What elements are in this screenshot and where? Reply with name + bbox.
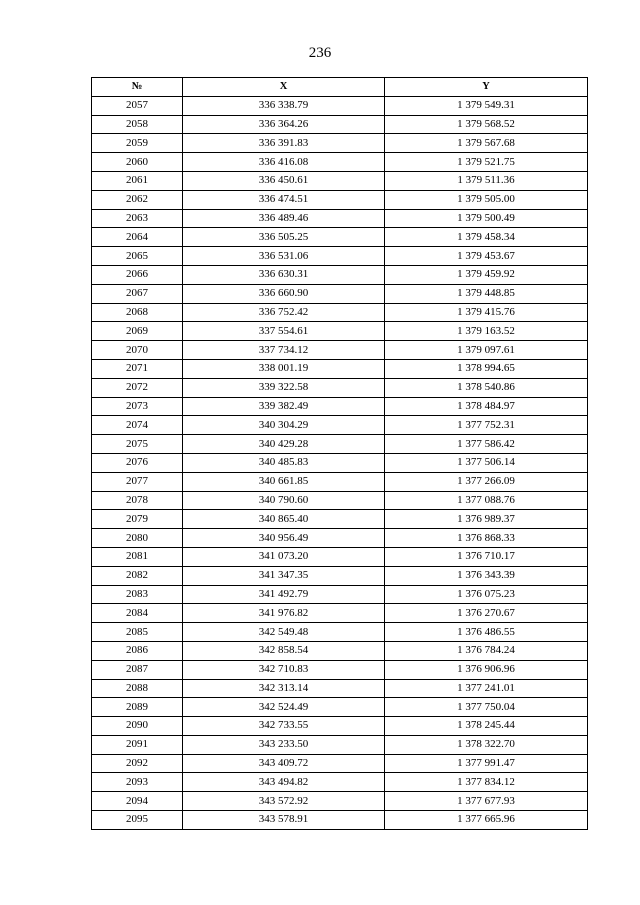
cell-y: 1 377 834.12	[385, 773, 588, 792]
cell-number: 2093	[92, 773, 183, 792]
cell-y: 1 376 989.37	[385, 510, 588, 529]
cell-y: 1 379 415.76	[385, 303, 588, 322]
cell-y: 1 377 506.14	[385, 453, 588, 472]
cell-x: 336 660.90	[183, 284, 385, 303]
cell-x: 343 233.50	[183, 735, 385, 754]
cell-x: 341 347.35	[183, 566, 385, 585]
table-row	[92, 190, 588, 209]
cell-y: 1 378 322.70	[385, 735, 588, 754]
cell-y: 1 377 665.96	[385, 811, 588, 830]
table-row	[92, 228, 588, 247]
cell-y: 1 379 458.34	[385, 228, 588, 247]
cell-number: 2076	[92, 453, 183, 472]
table-row	[92, 623, 588, 642]
table-row	[92, 679, 588, 698]
table-row	[92, 641, 588, 660]
table-row	[92, 472, 588, 491]
cell-number: 2079	[92, 510, 183, 529]
cell-y: 1 376 868.33	[385, 529, 588, 548]
cell-x: 340 661.85	[183, 472, 385, 491]
table-row	[92, 378, 588, 397]
column-header-x: X	[183, 78, 385, 97]
table-row	[92, 735, 588, 754]
cell-y: 1 379 511.36	[385, 171, 588, 190]
cell-number: 2089	[92, 698, 183, 717]
table-row	[92, 717, 588, 736]
cell-number: 2077	[92, 472, 183, 491]
cell-x: 340 304.29	[183, 416, 385, 435]
cell-x: 336 630.31	[183, 265, 385, 284]
table-row	[92, 811, 588, 830]
cell-number: 2060	[92, 153, 183, 172]
cell-x: 337 734.12	[183, 341, 385, 360]
cell-y: 1 376 486.55	[385, 623, 588, 642]
cell-y: 1 379 453.67	[385, 247, 588, 266]
table-row	[92, 134, 588, 153]
table-row	[92, 547, 588, 566]
cell-x: 336 474.51	[183, 190, 385, 209]
cell-number: 2078	[92, 491, 183, 510]
cell-number: 2072	[92, 378, 183, 397]
cell-number: 2095	[92, 811, 183, 830]
cell-y: 1 377 750.04	[385, 698, 588, 717]
cell-x: 342 524.49	[183, 698, 385, 717]
table-row	[92, 303, 588, 322]
cell-number: 2062	[92, 190, 183, 209]
table-row	[92, 247, 588, 266]
table-row	[92, 397, 588, 416]
column-header-number: №	[92, 78, 183, 97]
cell-y: 1 379 568.52	[385, 115, 588, 134]
cell-number: 2064	[92, 228, 183, 247]
cell-y: 1 379 505.00	[385, 190, 588, 209]
cell-number: 2083	[92, 585, 183, 604]
cell-number: 2091	[92, 735, 183, 754]
cell-x: 342 710.83	[183, 660, 385, 679]
cell-number: 2092	[92, 754, 183, 773]
cell-y: 1 376 270.67	[385, 604, 588, 623]
cell-y: 1 377 991.47	[385, 754, 588, 773]
cell-y: 1 377 241.01	[385, 679, 588, 698]
cell-x: 336 338.79	[183, 96, 385, 115]
cell-number: 2058	[92, 115, 183, 134]
cell-x: 336 416.08	[183, 153, 385, 172]
cell-y: 1 379 448.85	[385, 284, 588, 303]
cell-y: 1 376 343.39	[385, 566, 588, 585]
cell-y: 1 379 521.75	[385, 153, 588, 172]
cell-x: 336 531.06	[183, 247, 385, 266]
cell-x: 341 492.79	[183, 585, 385, 604]
cell-y: 1 379 549.31	[385, 96, 588, 115]
cell-y: 1 379 500.49	[385, 209, 588, 228]
table-row	[92, 510, 588, 529]
cell-x: 338 001.19	[183, 359, 385, 378]
cell-number: 2088	[92, 679, 183, 698]
cell-x: 341 073.20	[183, 547, 385, 566]
cell-x: 336 752.42	[183, 303, 385, 322]
cell-x: 340 790.60	[183, 491, 385, 510]
cell-y: 1 378 994.65	[385, 359, 588, 378]
cell-number: 2086	[92, 641, 183, 660]
table-row	[92, 115, 588, 134]
cell-number: 2066	[92, 265, 183, 284]
table-row	[92, 585, 588, 604]
table-row	[92, 359, 588, 378]
cell-number: 2059	[92, 134, 183, 153]
table-row	[92, 698, 588, 717]
table-row	[92, 153, 588, 172]
cell-number: 2069	[92, 322, 183, 341]
cell-x: 340 429.28	[183, 435, 385, 454]
table-row	[92, 604, 588, 623]
cell-y: 1 379 567.68	[385, 134, 588, 153]
cell-y: 1 379 097.61	[385, 341, 588, 360]
cell-y: 1 376 710.17	[385, 547, 588, 566]
table-row	[92, 322, 588, 341]
cell-number: 2094	[92, 792, 183, 811]
cell-x: 339 382.49	[183, 397, 385, 416]
cell-x: 343 494.82	[183, 773, 385, 792]
cell-y: 1 379 163.52	[385, 322, 588, 341]
cell-x: 342 313.14	[183, 679, 385, 698]
cell-x: 340 485.83	[183, 453, 385, 472]
cell-number: 2087	[92, 660, 183, 679]
table-row	[92, 209, 588, 228]
cell-number: 2063	[92, 209, 183, 228]
cell-number: 2071	[92, 359, 183, 378]
cell-x: 336 489.46	[183, 209, 385, 228]
table-row	[92, 96, 588, 115]
cell-x: 343 578.91	[183, 811, 385, 830]
cell-x: 336 505.25	[183, 228, 385, 247]
cell-x: 343 572.92	[183, 792, 385, 811]
cell-number: 2084	[92, 604, 183, 623]
column-header-y: Y	[385, 78, 588, 97]
cell-number: 2068	[92, 303, 183, 322]
cell-number: 2057	[92, 96, 183, 115]
cell-x: 340 956.49	[183, 529, 385, 548]
table-row	[92, 341, 588, 360]
cell-number: 2074	[92, 416, 183, 435]
cell-number: 2067	[92, 284, 183, 303]
table-row	[92, 754, 588, 773]
cell-number: 2081	[92, 547, 183, 566]
cell-x: 342 858.54	[183, 641, 385, 660]
cell-y: 1 377 586.42	[385, 435, 588, 454]
cell-y: 1 378 540.86	[385, 378, 588, 397]
cell-x: 343 409.72	[183, 754, 385, 773]
table-row	[92, 491, 588, 510]
cell-y: 1 376 906.96	[385, 660, 588, 679]
cell-y: 1 378 484.97	[385, 397, 588, 416]
cell-y: 1 377 088.76	[385, 491, 588, 510]
cell-number: 2082	[92, 566, 183, 585]
cell-y: 1 376 784.24	[385, 641, 588, 660]
table-body	[92, 96, 588, 829]
cell-x: 337 554.61	[183, 322, 385, 341]
cell-y: 1 377 677.93	[385, 792, 588, 811]
table-row	[92, 435, 588, 454]
table-row	[92, 660, 588, 679]
table-header-row	[92, 78, 588, 97]
cell-y: 1 376 075.23	[385, 585, 588, 604]
cell-x: 342 549.48	[183, 623, 385, 642]
cell-number: 2061	[92, 171, 183, 190]
cell-y: 1 378 245.44	[385, 717, 588, 736]
table-row	[92, 566, 588, 585]
table-row	[92, 792, 588, 811]
coordinates-table	[91, 77, 588, 830]
cell-x: 336 391.83	[183, 134, 385, 153]
cell-number: 2073	[92, 397, 183, 416]
table-row	[92, 284, 588, 303]
cell-number: 2085	[92, 623, 183, 642]
table-row	[92, 265, 588, 284]
cell-number: 2090	[92, 717, 183, 736]
cell-x: 342 733.55	[183, 717, 385, 736]
cell-x: 339 322.58	[183, 378, 385, 397]
cell-x: 340 865.40	[183, 510, 385, 529]
table-row	[92, 453, 588, 472]
cell-x: 336 450.61	[183, 171, 385, 190]
cell-y: 1 379 459.92	[385, 265, 588, 284]
cell-number: 2075	[92, 435, 183, 454]
cell-x: 341 976.82	[183, 604, 385, 623]
cell-y: 1 377 752.31	[385, 416, 588, 435]
cell-number: 2065	[92, 247, 183, 266]
cell-y: 1 377 266.09	[385, 472, 588, 491]
cell-number: 2080	[92, 529, 183, 548]
page-number: 236	[308, 45, 332, 61]
table-row	[92, 773, 588, 792]
cell-x: 336 364.26	[183, 115, 385, 134]
table-row	[92, 416, 588, 435]
cell-number: 2070	[92, 341, 183, 360]
table-row	[92, 171, 588, 190]
table-row	[92, 529, 588, 548]
